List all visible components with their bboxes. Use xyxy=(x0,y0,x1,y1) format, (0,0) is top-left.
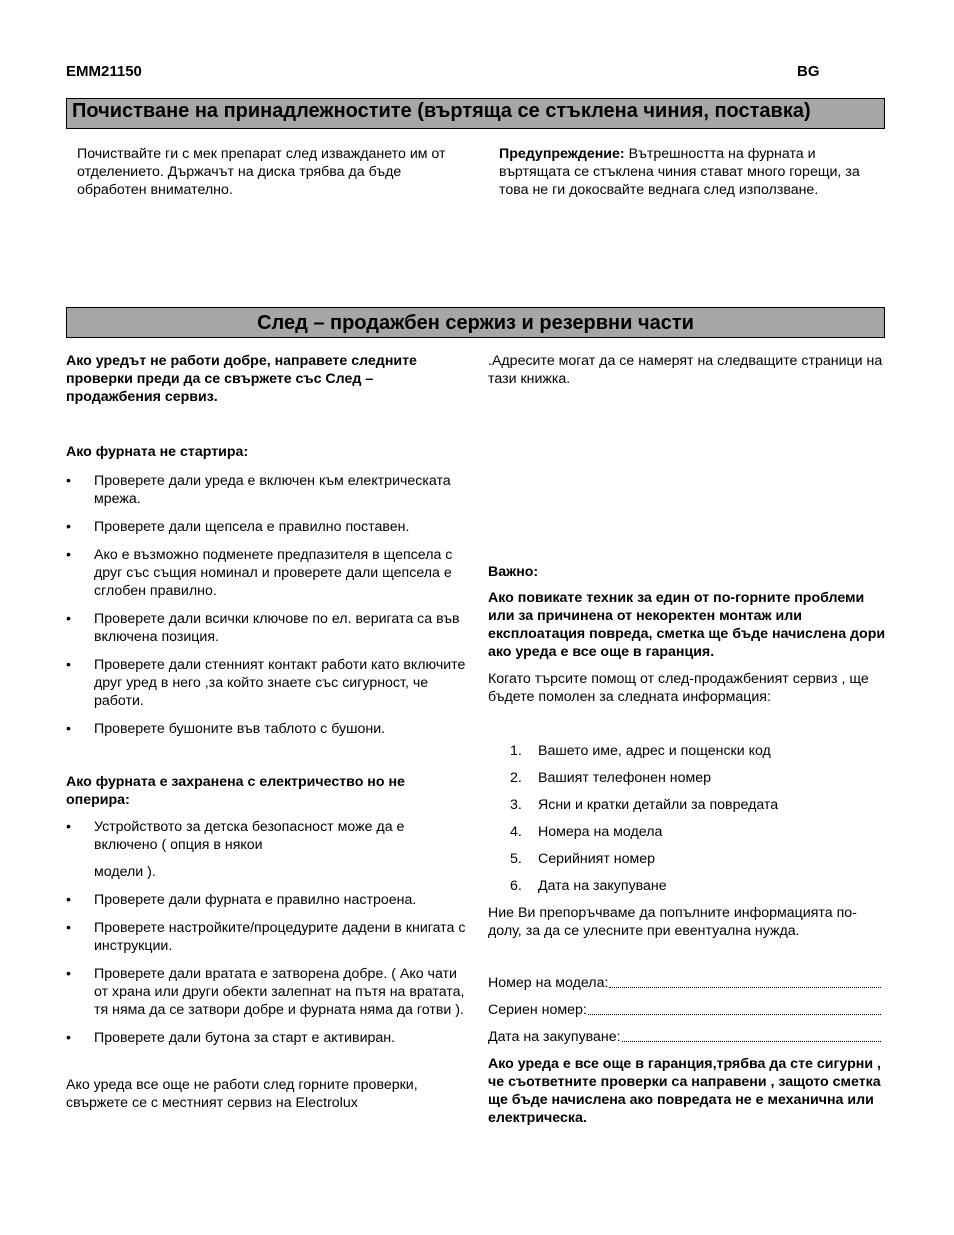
list-item: 2. Вашият телефонен номер xyxy=(510,770,712,786)
purchase-date-line[interactable] xyxy=(622,1028,881,1042)
list-item: • Проверете дали всички ключове по ел. веригата са във включена позиция. xyxy=(66,611,460,645)
bullet-icon: • xyxy=(66,966,71,982)
serial-number-field[interactable] xyxy=(488,1001,881,1028)
bullet-icon: • xyxy=(66,473,71,489)
info-list xyxy=(488,742,888,904)
model-number-field[interactable] xyxy=(488,974,881,1001)
service-intro: Ако уредът не работи добре, направете следните проверки преди да се свържете със След – продажбения сервиз. xyxy=(66,353,417,405)
bullet-icon: • xyxy=(66,657,71,673)
list-item: • Проверете дали бутона за старт е активиран. xyxy=(66,1030,396,1046)
section-title-cleaning-text: Почистване на принадлежностите (въртяща се стъклена чиния, поставка) xyxy=(72,100,811,122)
powered-list xyxy=(66,818,466,1047)
important-label: Важно: xyxy=(488,564,539,580)
service-left-column xyxy=(66,352,466,1112)
recommend-text: Ние Ви препоръчваме да попълните информацията по-долу, за да се улесните при евентуална нужда. xyxy=(488,905,857,939)
still-not-work-text: Ако уреда все още не работи след горните проверки, свържете се с местният сервиз на Electrolux xyxy=(66,1077,418,1111)
important-text: Ако повикате техник за един от по-горните проблеми или за причинена от некоректен монтаж или експлоатация повреда, сметка ще бъде начислена дори ако уреда е все още в гаранция. xyxy=(488,590,886,660)
service-right-column xyxy=(488,352,888,1127)
section-title-service xyxy=(66,307,885,338)
warning-label: Предупреждение: xyxy=(499,146,625,162)
info-intro: Когато търсите помощ от след-продажбеният сервиз , ще бъдете помолен за следната информация: xyxy=(488,671,869,705)
bullet-icon: • xyxy=(66,519,71,535)
bullet-icon: • xyxy=(66,547,71,563)
list-item: • Ако е възможно подменете предпазителя в щепсела с друг със същия номинал и проверете дали щепсела е сглобен правилно. xyxy=(66,547,453,599)
not-start-heading: Ако фурната не стартира: xyxy=(66,444,249,460)
cleaning-text xyxy=(77,145,472,199)
info-form xyxy=(488,974,881,1055)
model-number-line[interactable] xyxy=(609,974,881,988)
purchase-date-field[interactable] xyxy=(488,1028,881,1055)
serial-number-label: Сериен номер: xyxy=(488,1002,587,1018)
list-item: • Проверете бушоните във таблото с бушони. xyxy=(66,721,386,737)
model-code: EMM21150 xyxy=(66,63,142,80)
warning-paragraph xyxy=(499,145,884,199)
list-item: • Проверете дали щепсела е правилно поставен. xyxy=(66,519,410,535)
list-item-continuation: модели ). xyxy=(94,864,156,880)
purchase-date-label: Дата на закупуване: xyxy=(488,1029,621,1045)
list-item: 4. Номера на модела xyxy=(510,824,663,840)
bullet-icon: • xyxy=(66,920,71,936)
section-title-cleaning xyxy=(66,98,885,129)
bullet-icon: • xyxy=(66,721,71,737)
list-item: • Проверете дали вратата е затворена добре. ( Ако чати от храна или други обекти залепнат на пътя на вратата, тя няма да се затвори добре и фурната няма да готви ). xyxy=(66,966,465,1018)
bullet-icon: • xyxy=(66,892,71,908)
bullet-icon: • xyxy=(66,611,71,627)
serial-number-line[interactable] xyxy=(588,1001,881,1015)
cleaning-warning xyxy=(499,145,884,199)
list-item: 1. Вашето име, адрес и пощенски код xyxy=(510,743,771,759)
list-item: 5. Серийният номер xyxy=(510,851,656,867)
list-item: • Проверете дали стенният контакт работи като включите друг уред в него ,за който знаете със сигурност, че работи. xyxy=(66,657,466,709)
cleaning-paragraph: Почиствайте ги с мек препарат след изваждането им от отделението. Държачът на диска трябва да бъде обработен внимателно. xyxy=(77,146,446,198)
addresses-text: .Адресите могат да се намерят на следващите страници на тази книжка. xyxy=(488,353,883,387)
language-code: BG xyxy=(797,63,820,80)
list-item: 3. Ясни и кратки детайли за повредата xyxy=(510,797,779,813)
section-title-service-text: След – продажбен сержиз и резервни части xyxy=(257,312,694,334)
bullet-icon: • xyxy=(66,819,71,835)
list-item: • Проверете дали фурната е правилно настроена. xyxy=(66,892,417,908)
list-item: • Проверете настройките/процедурите дадени в книгата с инструкции. xyxy=(66,920,466,954)
warranty-note: Ако уреда е все още в гаранция,трябва да сте сигурни , че съответните проверки са направени , защото сметка ще бъде начислена ако повредата не е механична или електрическа. xyxy=(488,1056,881,1126)
powered-heading: Ако фурната е захранена с електричество но не оперира: xyxy=(66,774,405,808)
list-item: 6. Дата на закупуване xyxy=(510,878,667,894)
model-number-label: Номер на модела: xyxy=(488,975,609,991)
not-start-list xyxy=(66,472,466,738)
warning-text: Вътрешността на фурната и въртящата се стъклена чиния стават много горещи, за това не ги докосвайте веднага след използване. xyxy=(499,146,860,198)
list-item: • Устройството за детска безопасност може да е включено ( опция в някои модели ). xyxy=(66,818,466,881)
bullet-icon: • xyxy=(66,1030,71,1046)
list-item: • Проверете дали уреда е включен към електрическата мрежа. xyxy=(66,473,451,507)
